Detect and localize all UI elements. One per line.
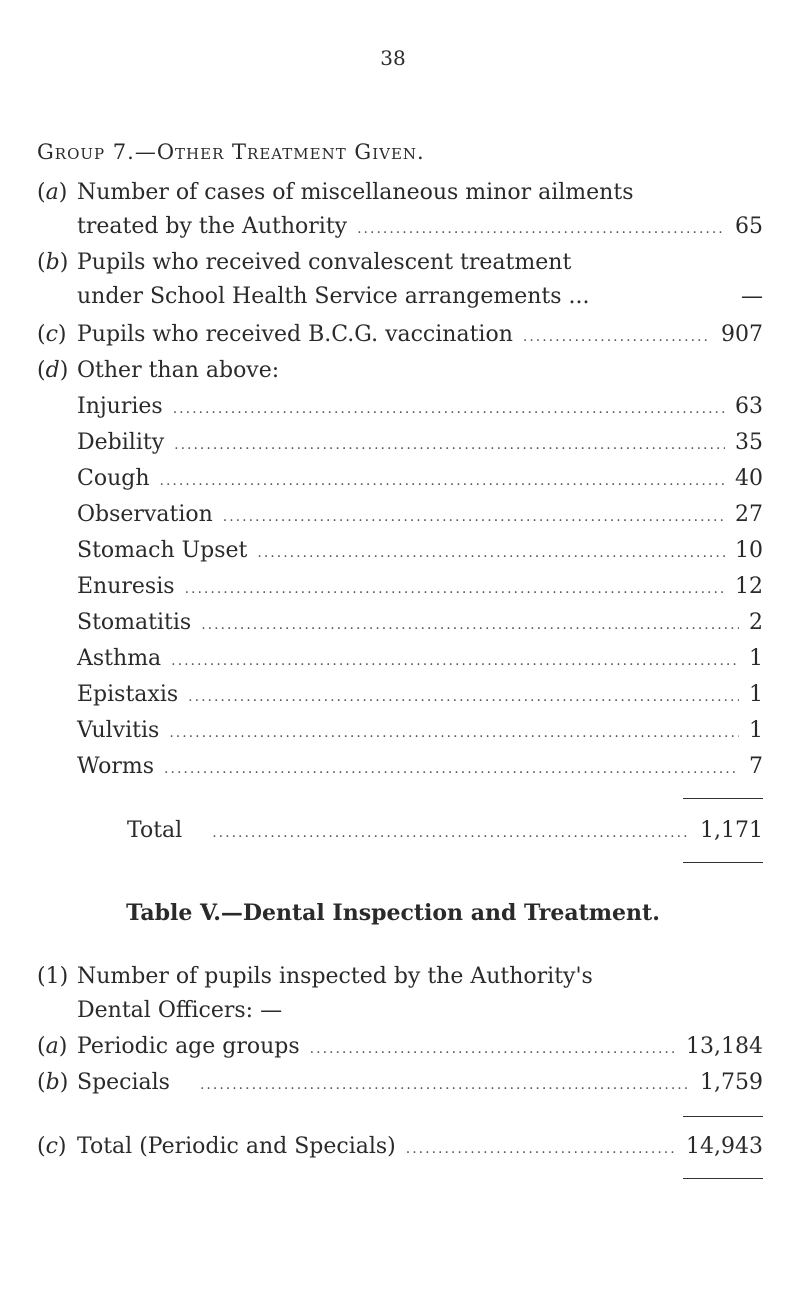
item-b-letter: b <box>45 250 60 275</box>
dental-b-label: Specials <box>77 1070 170 1095</box>
list-item <box>77 610 763 635</box>
dental-item-1-number: (1) <box>37 964 69 989</box>
page-number: 38 <box>380 46 406 70</box>
total-label: Total <box>127 818 183 843</box>
item-b-text-2: under School Health Service arrangements ... <box>77 284 590 309</box>
table-v-title: Table V.—Dental Inspection and Treatment. <box>126 900 660 926</box>
condition-label: Stomach Upset <box>77 538 248 563</box>
item-b-line2 <box>77 284 763 309</box>
condition-value: 35 <box>735 430 763 455</box>
group-7-heading: Group 7.—Other Treatment Given. <box>37 140 425 164</box>
leader-dots <box>257 545 725 561</box>
dental-total-row: (c) Total (Periodic and Specials) ..... 14,943 <box>37 1134 763 1159</box>
leader-dots <box>188 689 739 705</box>
dental-b-value: 1,759 <box>700 1070 763 1095</box>
leader-dots <box>200 1077 690 1093</box>
dental-item-1-line1 <box>37 964 593 989</box>
item-a-text-1: Number of cases of miscellaneous minor ailments <box>77 180 634 205</box>
item-d-text: Other than above: <box>77 358 280 383</box>
condition-value: 1 <box>749 646 763 671</box>
item-d-letter: d <box>45 358 60 383</box>
leader-dots <box>169 725 739 741</box>
leader-dots <box>164 761 739 777</box>
dental-b-letter: b <box>45 1070 60 1095</box>
leader-dots <box>201 617 739 633</box>
condition-value: 1 <box>749 718 763 743</box>
condition-label: Asthma <box>77 646 162 671</box>
list-item <box>77 646 763 671</box>
item-c-letter: c <box>45 322 58 347</box>
leader-dots <box>406 1141 676 1157</box>
condition-value: 1 <box>749 682 763 707</box>
dental-rule-top <box>683 1116 763 1117</box>
dental-c-letter: c <box>45 1134 58 1159</box>
item-c-value: 907 <box>721 322 763 347</box>
item-a-value: 65 <box>735 214 763 239</box>
list-item <box>77 502 763 527</box>
dental-a-letter: a <box>45 1034 59 1059</box>
item-a-letter: a <box>45 180 59 205</box>
item-d-line: (d) Other than above: <box>37 358 280 383</box>
leader-dots <box>174 437 725 453</box>
total-rule-bottom <box>683 862 763 863</box>
condition-label: Debility <box>77 430 165 455</box>
dental-row-b: (b) Specials ..... 1,759 <box>37 1070 763 1095</box>
list-item <box>77 466 763 491</box>
group-total-row <box>127 818 763 843</box>
leader-dots <box>160 473 726 489</box>
list-item <box>77 394 763 419</box>
condition-value: 27 <box>735 502 763 527</box>
dental-item-1-line2: Dental Officers: — <box>77 998 283 1023</box>
condition-label: Observation <box>77 502 213 527</box>
dental-rule-bottom <box>683 1178 763 1179</box>
dental-a-value: 13,184 <box>686 1034 763 1059</box>
condition-label: Stomatitis <box>77 610 192 635</box>
leader-dots <box>223 509 725 525</box>
list-item <box>77 682 763 707</box>
item-b-line1: (b) Pupils who received convalescent treatment <box>37 250 572 275</box>
item-c-row: (c) Pupils who received B.C.G. vaccination ..... 907 <box>37 322 763 347</box>
condition-label: Enuresis <box>77 574 175 599</box>
condition-label: Injuries <box>77 394 163 419</box>
list-item <box>77 430 763 455</box>
condition-value: 40 <box>735 466 763 491</box>
condition-label: Worms <box>77 754 155 779</box>
dental-total-value: 14,943 <box>686 1134 763 1159</box>
item-a-text-2: treated by the Authority <box>77 214 348 239</box>
condition-label: Cough <box>77 466 150 491</box>
condition-value: 12 <box>735 574 763 599</box>
condition-value: 7 <box>749 754 763 779</box>
condition-value: 10 <box>735 538 763 563</box>
leader-dots <box>185 581 725 597</box>
list-item <box>77 754 763 779</box>
leader-dots <box>212 825 690 841</box>
dental-total-label: Total (Periodic and Specials) <box>77 1134 396 1159</box>
leader-dots <box>171 653 739 669</box>
item-b-value: — <box>741 284 763 309</box>
leader-dots <box>173 401 725 417</box>
dental-row-a: (a) Periodic age groups ..... 13,184 <box>37 1034 763 1059</box>
dental-item-1-text-1: Number of pupils inspected by the Authority's <box>77 964 593 989</box>
item-b-text-1: Pupils who received convalescent treatment <box>77 250 572 275</box>
condition-label: Vulvitis <box>77 718 160 743</box>
item-c-text: Pupils who received B.C.G. vaccination <box>77 322 513 347</box>
list-item <box>77 574 763 599</box>
total-value: 1,171 <box>700 818 763 843</box>
item-a-line1: (a) Number of cases of miscellaneous minor ailments <box>37 180 634 205</box>
total-rule-top <box>683 798 763 799</box>
condition-label: Epistaxis <box>77 682 179 707</box>
list-item <box>77 538 763 563</box>
list-item <box>77 718 763 743</box>
condition-value: 63 <box>735 394 763 419</box>
item-a-line2 <box>77 214 763 239</box>
condition-value: 2 <box>749 610 763 635</box>
leader-dots <box>523 329 711 345</box>
leader-dots <box>357 221 725 237</box>
leader-dots <box>310 1041 676 1057</box>
dental-a-label: Periodic age groups <box>77 1034 300 1059</box>
